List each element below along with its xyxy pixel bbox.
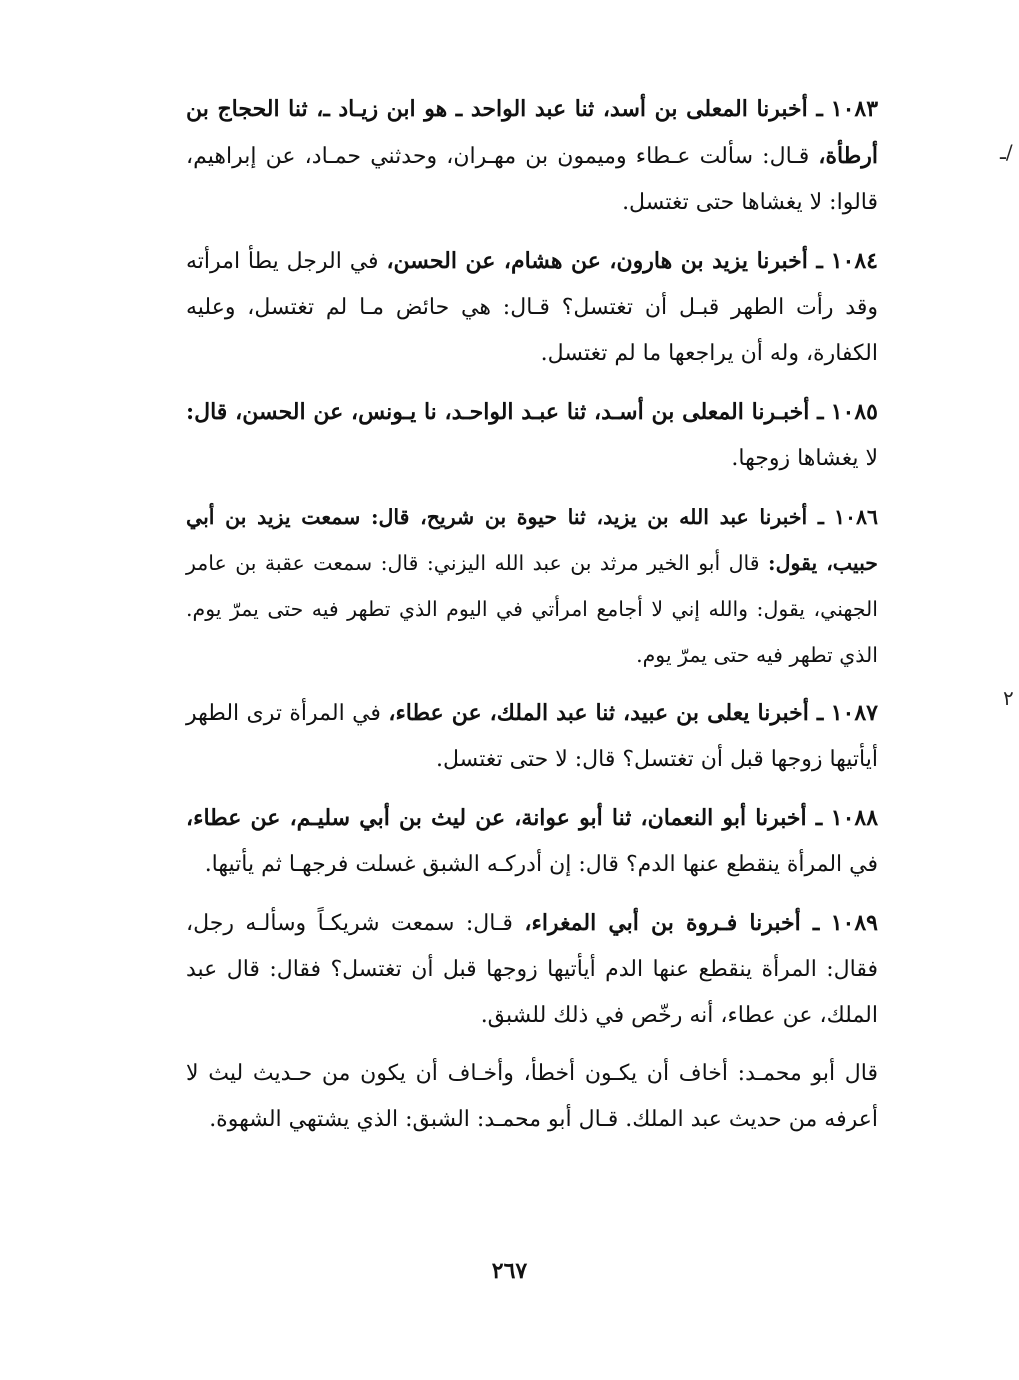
- hadith-chain: أخبرنا يعلى بن عبيد، ثنا عبد الملك، عن عطاء،: [388, 700, 809, 726]
- hadith-paragraph-1083: ١٠٨٣ ـ أخبرنا المعلى بن أسد، ثنا عبد الواحد ـ هو ابن زيـاد ـ، ثنا الحجاج بن أرطأة، قـال: سألت عـطاء وميمون بن مهـران، وحدثني حمـاد، عن إبراهيم، قالوا: لا يغشاها حتى تغتسل.: [186, 96, 879, 215]
- hadith-text: قـال: سألت عـطاء وميمون بن مهـران، وحدثني حمـاد، عن إبراهيم، قالوا: لا يغشاها حتى تغتسل.: [186, 144, 878, 215]
- page-number: ٢٦٧: [491, 1258, 528, 1284]
- margin-mark: ـ/: [1000, 140, 1013, 164]
- hadith-paragraph-1089: ١٠٨٩ ـ أخبرنا فـروة بن أبي المغراء، قـال: سمعت شريكـاً وسألـه رجل، فقال: المرأة ينقطع عنها الدم أيأتيها زوجها قبل أن تغتسل؟ فقال: قال عبد الملك، عن عطاء، أنه رخّص في ذلك للشبق.: [186, 910, 878, 1028]
- hadith-paragraph-1086: ١٠٨٦ ـ أخبرنا عبد الله بن يزيد، ثنا حيوة بن شريح، قال: سمعت يزيد بن أبي حبيب، يقول: قال أبو الخير مرثد بن عبد الله اليزني: قال: سمعت عقبة بن عامر الجهني، يقول: والله إني لا أجامع امرأتي في اليوم الذي تطهر فيه حتى يمرّ يوم. الذي تطهر فيه حتى يمرّ يوم.: [186, 505, 878, 667]
- hadith-number: ١٠٨٧: [830, 700, 878, 726]
- hadith-chain: أخبرنا يزيد بن هارون، عن هشام، عن الحسن،: [386, 248, 808, 274]
- hadith-number: ١٠٨٤: [830, 248, 878, 274]
- hadith-paragraph-1088: ١٠٨٨ ـ أخبرنا أبو النعمان، ثنا أبو عوانة، عن ليث بن أبي سليـم، عن عطاء، في المرأة ينقطع عنها الدم؟ قال: إن أدركـه الشبق غسلت فرجهـا ثم يأتيها.: [186, 805, 879, 877]
- hadith-number: ١٠٨٣: [830, 96, 879, 122]
- hadith-paragraph-1085: ١٠٨٥ ـ أخبـرنا المعلى بن أسـد، ثنا عبـد الواحـد، نا يـونس، عن الحسن، قال: لا يغشاها زوجها.: [186, 399, 878, 471]
- hadith-chain: أخبـرنا المعلى بن أسـد، ثنا عبـد الواحـد، نا يـونس، عن الحسن، قال:: [186, 399, 810, 425]
- hadith-text: في المرأة ينقطع عنها الدم؟ قال: إن أدركـه الشبق غسلت فرجهـا ثم يأتيها.: [204, 852, 878, 877]
- hadith-text: قـال: سمعت شريكـاً وسألـه رجل، فقال: المرأة ينقطع عنها الدم أيأتيها زوجها قبل أن تغتسل؟ فقال: قال عبد الملك، عن عطاء، أنه رخّص في ذلك للشبق.: [186, 911, 878, 1028]
- hadith-chain: أخبرنا المعلى بن أسد، ثنا عبد الواحد ـ هو ابن زيـاد ـ، ثنا الحجاج بن أرطأة،: [186, 96, 878, 169]
- hadith-number: ١٠٨٩: [830, 910, 878, 936]
- hadith-text: في المرأة ترى الطهر أيأتيها زوجها قبل أن تغتسل؟ قال: لا حتى تغتسل.: [186, 701, 878, 772]
- hadith-text: في الرجل يطأ امرأته وقد رأت الطهر قبـل أن تغتسل؟ قـال: هي حائض مـا لم تغتسل، وعليه الكفارة، وله أن يراجعها ما لم تغتسل.: [186, 249, 878, 366]
- hadith-paragraph-1087: ١٠٨٧ ـ أخبرنا يعلى بن عبيد، ثنا عبد الملك، عن عطاء، في المرأة ترى الطهر أيأتيها زوجها قبل أن تغتسل؟ قال: لا حتى تغتسل.: [186, 700, 878, 772]
- hadith-text: لا يغشاها زوجها.: [731, 446, 878, 471]
- hadith-paragraph-1084: ١٠٨٤ ـ أخبرنا يزيد بن هارون، عن هشام، عن الحسن، في الرجل يطأ امرأته وقد رأت الطهر قبـل أن تغتسل؟ قـال: هي حائض مـا لم تغتسل، وعليه الكفارة، وله أن يراجعها ما لم تغتسل.: [186, 248, 878, 366]
- hadith-number: ١٠٨٦: [833, 505, 878, 529]
- hadith-number: ١٠٨٥: [830, 399, 878, 425]
- hadith-text: قال أبو الخير مرثد بن عبد الله اليزني: قال: سمعت عقبة بن عامر الجهني، يقول: والله إني لا أجامع امرأتي في اليوم الذي تطهر فيه حتى يمرّ يوم. الذي تطهر فيه حتى يمرّ يوم.: [186, 551, 878, 667]
- hadith-chain: أخبرنا أبو النعمان، ثنا أبو عوانة، عن ليث بن أبي سليـم، عن عطاء،: [186, 805, 807, 831]
- main-text: [186, 86, 878, 1155]
- hadith-number: ١٠٨٨: [830, 805, 879, 831]
- hadith-chain: أخبرنا فـروة بن أبي المغراء،: [524, 910, 801, 936]
- margin-mark: ٢: [1003, 686, 1014, 710]
- hadith-chain: أخبرنا عبد الله بن يزيد، ثنا حيوة بن شريح، قال: سمعت يزيد بن أبي حبيب، يقول:: [186, 505, 878, 575]
- closing-commentary: قال أبو محمـد: أخاف أن يكـون أخطأ، وأخـاف أن يكون من حـديث ليث لا أعرفه من حديث عبد الملك. قـال أبو محمـد: الشبق: الذي يشتهي الشهوة.: [186, 1061, 878, 1132]
